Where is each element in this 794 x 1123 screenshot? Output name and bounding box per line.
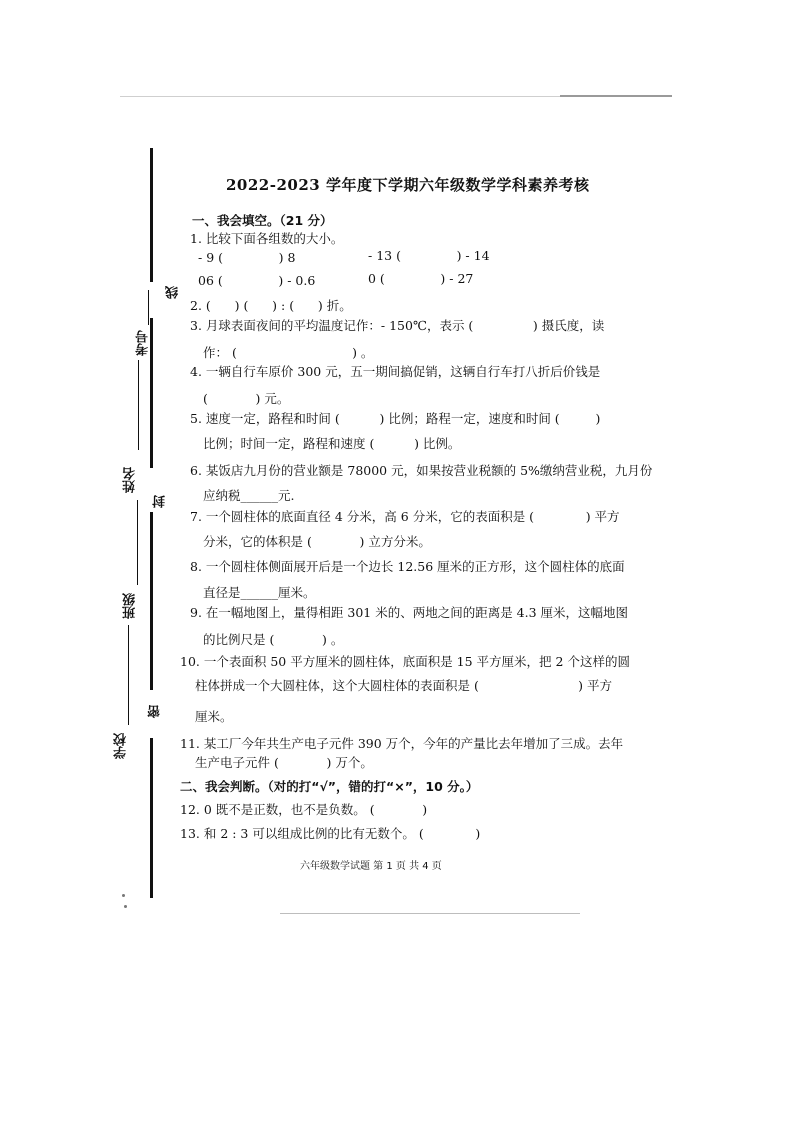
q1-row2-a: 06 ( ) - 0.6: [198, 273, 316, 288]
q9-line1: 9. 在一幅地图上，量得相距 301 米的、两地之间的距离是 4.3 厘米，这幅地图: [190, 605, 629, 620]
q10-line3: 厘米。: [195, 709, 233, 724]
class-field-line[interactable]: [137, 500, 138, 585]
binding-label-school: 学校: [114, 733, 129, 759]
binding-label-exam-no: 考号: [136, 330, 151, 356]
q6-line1: 6. 某饭店九月份的营业额是 78000 元，如果按营业税额的 5%缴纳营业税，九月份: [190, 463, 653, 478]
binding-line-top: [150, 148, 153, 282]
binding-label-seal-1: 密: [148, 705, 163, 718]
section-2-heading: 二、我会判断。（对的打“√”，错的打“×”，10 分。）: [180, 779, 479, 794]
binding-line-3: [150, 512, 153, 690]
q8-line2: 直径是______厘米。: [203, 585, 316, 600]
q2-text: 2. ( ) ( ) : ( ) 折。: [190, 298, 352, 313]
q4-line2: ( ) 元。: [203, 391, 290, 406]
q10-line2: 柱体拼成一个大圆柱体，这个大圆柱体的表面积是 ( ) 平方: [195, 678, 613, 693]
q1-row1-a: - 9 ( ) 8: [198, 250, 296, 265]
page-footer: 六年级数学试题 第 1 页 共 4 页: [300, 861, 442, 872]
scan-speck-2: [124, 905, 127, 908]
q9-line2: 的比例尺是 ( ) 。: [203, 632, 344, 647]
scan-speck: [122, 894, 125, 897]
top-rule-dark: [560, 95, 672, 97]
bottom-rule: [280, 913, 580, 914]
q4-line1: 4. 一辆自行车原价 300 元，五一期间搞促销，这辆自行车打八折后价钱是: [190, 364, 601, 379]
q7-line1: 7. 一个圆柱体的底面直径 4 分米，高 6 分米，它的表面积是 ( ) 平方: [190, 509, 620, 524]
q1-row1-b: - 13 ( ) - 14: [368, 248, 490, 263]
binding-line-bottom: [150, 738, 153, 898]
binding-label-class: 班级: [123, 593, 138, 619]
name-field-line[interactable]: [138, 360, 139, 450]
binding-label-seal-2: 封: [153, 495, 168, 508]
q13-text: 13. 和 2 : 3 可以组成比例的比有无数个。 ( ): [180, 826, 481, 841]
q5-line1: 5. 速度一定，路程和时间 ( ) 比例；路程一定，速度和时间 ( ): [190, 411, 601, 426]
q6-line2: 应纳税______元.: [203, 488, 295, 503]
q11-line2: 生产电子元件 ( ) 万个。: [195, 755, 373, 770]
page-title: 2022-2023 学年度下学期六年级数学学科素养考核: [226, 176, 590, 194]
q11-line1: 11. 某工厂今年共生产电子元件 390 万个，今年的产量比去年增加了三成。去年: [180, 736, 624, 751]
q3-line2: 作： ( ) 。: [203, 345, 374, 360]
q1-text: 1. 比较下面各组数的大小。: [190, 231, 344, 246]
school-field-line[interactable]: [128, 625, 129, 725]
binding-label-name: 姓名: [123, 467, 138, 493]
q5-line2: 比例；时间一定，路程和速度 ( ) 比例。: [203, 436, 461, 451]
q3-line1: 3. 月球表面夜间的平均温度记作：- 150℃，表示 ( ) 摄氏度，读: [190, 318, 605, 333]
q10-line1: 10. 一个表面积 50 平方厘米的圆柱体，底面积是 15 平方厘米，把 2 个这样的圆: [180, 654, 630, 669]
section-1-heading: 一、我会填空。（21 分）: [192, 213, 333, 228]
binding-label-line: 线: [166, 286, 181, 299]
exam-no-field-line[interactable]: [148, 290, 149, 325]
q7-line2: 分米，它的体积是 ( ) 立方分米。: [203, 534, 431, 549]
q1-row2-b: 0 ( ) - 27: [368, 271, 474, 286]
q12-text: 12. 0 既不是正数，也不是负数。 ( ): [180, 802, 428, 817]
q8-line1: 8. 一个圆柱体侧面展开后是一个边长 12.56 厘米的正方形，这个圆柱体的底面: [190, 559, 625, 574]
